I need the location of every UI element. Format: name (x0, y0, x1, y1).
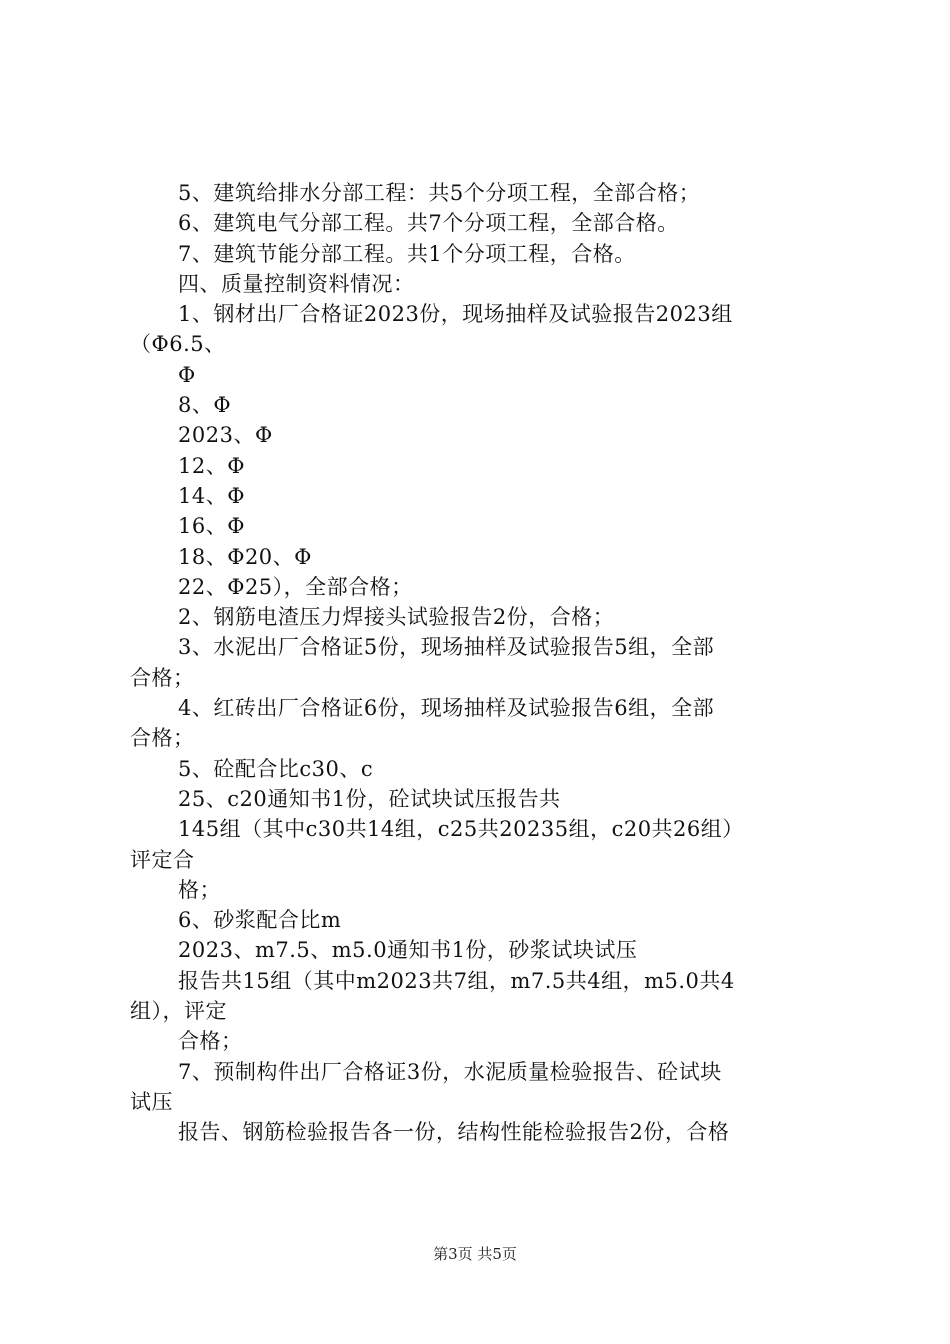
text-line: 25、c20通知书1份，砼试块试压报告共 (178, 786, 561, 811)
text-line: 报告、钢筋检验报告各一份，结构性能检验报告2份，合格 (178, 1120, 730, 1145)
text-line: 22、Φ25），全部合格； (178, 574, 413, 599)
text-line: 格； (178, 877, 221, 902)
text-line: 2023、m7.5、m5.0通知书1份，砂浆试块试压 (178, 938, 638, 963)
section-heading: 四、质量控制资料情况： (178, 271, 415, 296)
text-line: 合格； (130, 665, 195, 690)
text-line: 5、建筑给排水分部工程：共5个分项工程，全部合格； (178, 181, 701, 205)
text-line: 7、建筑节能分部工程。共1个分项工程，合格。 (178, 241, 636, 266)
text-line: 试压 (130, 1089, 173, 1114)
text-line: 报告共15组（其中m2023共7组，m7.5共4组，m5.0共4 (178, 968, 735, 993)
text-line: 1、钢材出厂合格证2023份，现场抽样及试验报告2023组 (178, 302, 733, 327)
text-line: 12、Φ (178, 453, 245, 478)
text-line: 2023、Φ (178, 423, 273, 448)
text-line: 18、Φ20、Φ (178, 544, 312, 569)
text-line: 合格； (130, 726, 195, 751)
text-line: 5、砼配合比c30、c (178, 756, 374, 781)
text-line: 4、红砖出厂合格证6份，现场抽样及试验报告6组，全部 (178, 696, 715, 721)
text-line: 16、Φ (178, 514, 245, 539)
page-number-label: 第3页 共5页 (433, 1245, 517, 1263)
text-line: 6、建筑电气分部工程。共7个分项工程，全部合格。 (178, 211, 679, 236)
text-line: 组），评定 (130, 999, 227, 1024)
text-line: 2、钢筋电渣压力焊接头试验报告2份，合格； (178, 605, 615, 630)
page-footer (0, 1243, 950, 1264)
text-line: 7、预制构件出厂合格证3份，水泥质量检验报告、砼试块 (178, 1059, 722, 1084)
text-line: 评定合 (130, 847, 195, 872)
document-body (130, 178, 840, 1148)
text-line: 3、水泥出厂合格证5份，现场抽样及试验报告5组，全部 (178, 635, 715, 660)
text-line: 合格； (178, 1029, 243, 1054)
text-line: 6、砂浆配合比m (178, 908, 342, 933)
text-line: 8、Φ (178, 393, 232, 418)
text-line: （Φ6.5、 (130, 332, 226, 357)
text-line: 145组（其中c30共14组，c25共20235组，c20共26组） (178, 817, 744, 842)
text-line: 14、Φ (178, 483, 245, 508)
text-line: Φ (178, 362, 196, 387)
